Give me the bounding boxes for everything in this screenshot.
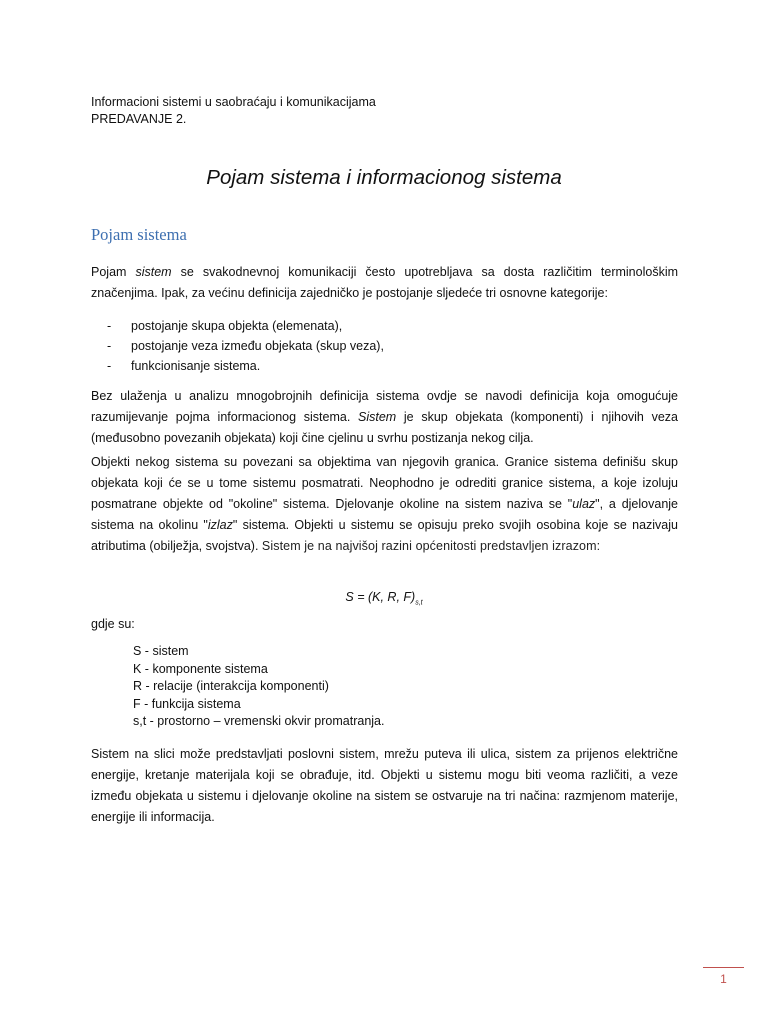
lecture-label: PREDAVANJE 2.	[91, 112, 187, 126]
paragraph-definition: Bez ulaženja u analizu mnogobrojnih definicija sistema ovdje se navodi definicija koja omogućuje razumijevanje pojma informacionog sistema. Sistem je skup objekata (komponenti) i njihovih veza (međusobno povezanih objekata) koji čine cjelinu u svrhu postizanja nekog cilja.	[91, 389, 678, 445]
page-title: Pojam sistema i informacionog sistema	[206, 166, 562, 189]
page-number: 1	[720, 972, 727, 986]
where-label: gdje su:	[91, 617, 135, 631]
system-formula: S = (K, R, $F)_{s,t}$	[345, 590, 423, 607]
footer-rule	[703, 967, 744, 968]
definition-item: K - komponente sistema	[133, 661, 268, 676]
category-list	[107, 316, 384, 376]
paragraph-intro: Pojam sistem se svakodnevnoj komunikaciji često upotrebljava sa dosta različitim terminološkim značenjima. Ipak, za većinu definicija zajedničko je postojanje sljedeće tri osnovne kategorije:	[91, 265, 679, 300]
term-sistem-def: Sistem	[358, 410, 397, 424]
term-sistem: sistem	[135, 265, 172, 279]
paragraph-examples: Sistem na slici može predstavljati poslovni sistem, mrežu puteva ili ulica, sistem za prijenos električne energije, kretanje materijala koji se obrađuje, itd. Objekti u sistemu mogu biti veoma različiti, a veze između objekata u sistemu i djelovanje okoline na sistem se ostvaruje na tri načina: razmjenom materije, energije ili informacija.	[91, 747, 678, 824]
paragraph-boundaries: Objekti nekog sistema su povezani sa objektima van njegovih granica. Granice sistema definišu skup objekata koji će se u tome sistemu posmatrati. Neophodno je odrediti granice sistema, a koje izoluju posmatrane objekte od "okoline" sistema. Djelovanje okoline na sistem naziva se "ulaz", a djelovanje sistema na okolinu "izlaz" sistema. Objekti u sistemu se opisuju preko svojih osobina koje se nazivaju atributima (obilježja, svojstva). Sistem je na najvišoj razini općenitosti predstavljen izrazom:	[91, 455, 679, 553]
definition-item: R - relacije (interakcija komponenti)	[133, 679, 329, 693]
document-header	[91, 94, 376, 128]
section-heading: Pojam sistema	[91, 225, 187, 244]
definition-list	[133, 643, 384, 731]
list-item: - postojanje veza između objekata (skup veza),	[107, 336, 384, 356]
course-title: Informacioni sistemi u saobraćaju i komunikacijama	[91, 95, 376, 109]
list-item: - funkcionisanje sistema.	[107, 356, 384, 376]
definition-item: S - sistem	[133, 644, 189, 658]
definition-item: F - funkcija sistema	[133, 696, 241, 711]
definition-item: s,t - prostorno – vremenski okvir promatranja.	[133, 714, 385, 728]
list-item: - postojanje skupa objekta (elemenata),	[107, 316, 384, 336]
